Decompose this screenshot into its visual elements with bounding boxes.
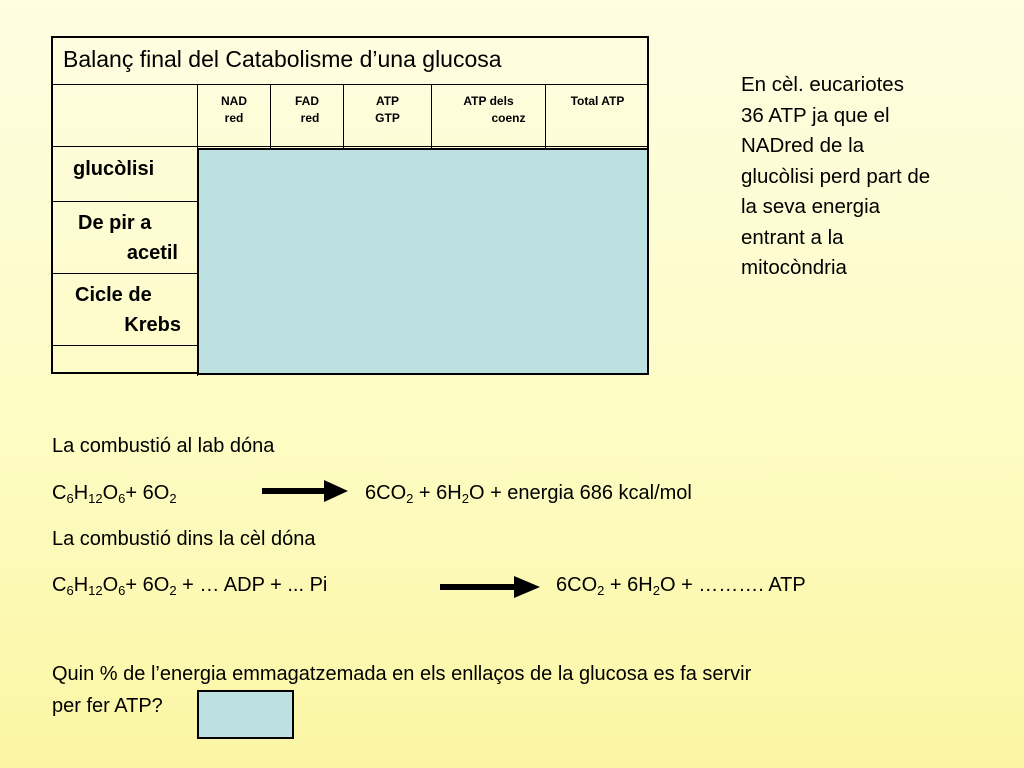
header-atp-coenz-line1: ATP dels xyxy=(463,94,514,108)
header-atp-coenz xyxy=(432,93,545,127)
note-line: En cèl. eucariotes xyxy=(741,73,904,96)
row-pyr-acetyl-line1: De pir a xyxy=(78,212,152,234)
note-line: NADred de la xyxy=(741,134,865,157)
answer-cover-box xyxy=(197,148,649,375)
header-total-atp: Total ATP xyxy=(570,94,625,108)
eukaryote-note xyxy=(741,70,991,284)
cell-intro: La combustió dins la cèl dóna xyxy=(52,528,316,550)
cell-equation-right: $6CO_2 + 6H_2O$ + ………. ATP xyxy=(556,574,806,598)
note-line: glucòlisi perd part de xyxy=(741,164,931,188)
header-nad-line2: red xyxy=(224,111,244,125)
header-fad-line2: red xyxy=(300,111,320,125)
note-line: la seva energia xyxy=(741,195,881,218)
row-pyr-acetyl xyxy=(78,208,178,268)
row-pyr-acetyl-line2: acetil xyxy=(126,242,178,264)
header-atp-coenz-line2: coenz xyxy=(491,111,526,125)
row-glycolysis: glucòlisi xyxy=(73,158,155,180)
note-line: entrant a la xyxy=(741,225,844,249)
note-line: 36 ATP ja que el xyxy=(741,103,890,127)
header-nad-line1: NAD xyxy=(221,94,247,108)
question-line-2: per fer ATP? xyxy=(52,695,163,717)
divider xyxy=(53,84,647,85)
header-atp-line2: GTP xyxy=(375,111,400,125)
row-krebs xyxy=(75,280,181,340)
header-atp-line1: ATP xyxy=(375,94,400,108)
question-line-1: Quin % de l’energia emmagatzemada en els enllaços de la glucosa es fa servir xyxy=(52,663,752,685)
reaction-arrow-icon xyxy=(262,478,348,504)
lab-intro: La combustió al lab dóna xyxy=(52,435,275,457)
table-title: Balanç final del Catabolisme d’una glucosa xyxy=(63,46,502,72)
lab-equation-right: $6CO_2 + 6H_2O$ + energia 686 kcal/mol xyxy=(365,482,692,506)
header-fad xyxy=(271,93,343,127)
header-atp-gtp xyxy=(344,93,431,127)
answer-blank-box xyxy=(197,690,294,739)
header-fad-line1: FAD xyxy=(295,94,319,108)
row-krebs-line1: Cicle de xyxy=(75,284,152,306)
lab-equation-left: $C_6H_{12}O_6+ 6O_2$ xyxy=(52,482,177,506)
row-krebs-line2: Krebs xyxy=(124,314,181,336)
cell-equation-left: $C_6H_{12}O_6+ 6O_2$ + … ADP + ... Pi xyxy=(52,574,328,598)
note-line: mitocòndria xyxy=(741,256,847,279)
divider xyxy=(53,146,647,147)
header-nad xyxy=(198,93,270,127)
reaction-arrow-icon xyxy=(440,574,540,600)
